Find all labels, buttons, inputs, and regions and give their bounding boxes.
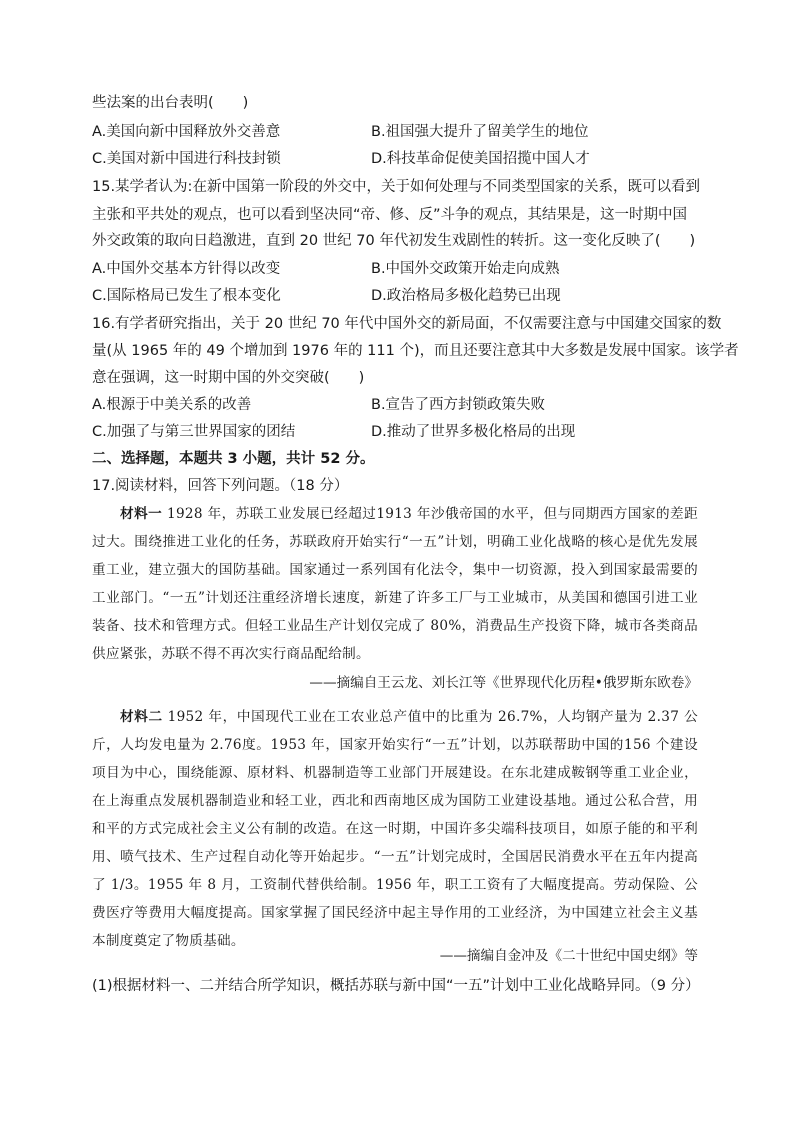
material-1-lead: 材料一 [120, 506, 163, 522]
q16-stem-line-1: 16.有学者研究指出，关于 20 世纪 70 年代中国外交的新局面，不仅需要注意与中国建交国家的数 [92, 316, 722, 332]
q14-option-c: C.美国对新中国进行科技封锁 [92, 151, 281, 167]
material-2-source: ——摘编自金冲及《二十世纪中国史纲》等 [439, 948, 698, 964]
q16-option-c: C.加强了与第三世界国家的团结 [92, 424, 296, 440]
q14-option-d: D.科技革命促使美国招揽中国人才 [371, 151, 590, 167]
q16-option-a: A.根源于中美关系的改善 [92, 397, 252, 413]
q15-option-d: D.政治格局多极化趋势已出现 [371, 288, 561, 304]
q15-option-b: B.中国外交政策开始走向成熟 [371, 261, 560, 277]
material-1-source: ——摘编自王云龙、刘长江等《世界现代化历程•俄罗斯东欧卷》 [309, 675, 698, 691]
q15-option-c: C.国际格局已发生了根本变化 [92, 288, 281, 304]
material-2-lead: 材料二 [120, 709, 163, 725]
q15-option-a: A.中国外交基本方针得以改变 [92, 261, 281, 277]
q15-stem-line-2: 主张和平共处的观点，也可以看到坚决同“帝、修、反”斗争的观点，其结果是，这一时期中国 [92, 207, 688, 223]
q14-stem-tail: 些法案的出台表明( ) [92, 95, 249, 111]
q17-intro: 17.阅读材料，回答下列问题。（18 分） [92, 478, 349, 494]
q16-option-d: D.推动了世界多极化格局的出现 [371, 424, 576, 440]
material-1-text: 1928 年，苏联工业发展已经超过1913 年沙俄帝国的水平，但与同期西方国家的差距过大。围绕推进工业化的任务，苏联政府开始实行“一五”计划，明确工业化战略的核心是优先发展重工业，建立强大的国防基础。国家通过一系列国有化法令，集中一切资源，投入到国家最需要的工业部门。“一五”计划还注重经济增长速度，新建了许多工厂与工业城市，从美国和德国引进工业装备、技术和管理方式。但轻工业品生产计划仅完成了 80%，消费品生产投资下降，城市各类商品供应紧张，苏联不得不再次实行商品配给制。 [92, 506, 698, 662]
material-1 [92, 500, 698, 668]
material-2 [92, 703, 698, 955]
q14-option-a: A.美国向新中国释放外交善意 [92, 124, 281, 140]
section-2-heading: 二、选择题，本题共 3 小题，共计 52 分。 [92, 451, 375, 467]
q17-subquestion-1: (1)根据材料一、二并结合所学知识，概括苏联与新中国“一五”计划中工业化战略异同。（9 分） [92, 978, 700, 994]
q16-stem-line-3: 意在强调，这一时期中国的外交突破( ) [92, 370, 365, 386]
q16-stem-line-2: 量(从 1965 年的 49 个增加到 1976 年的 111 个)，而且还要注意其中大多数是发展中国家。该学者 [92, 343, 739, 359]
material-2-text: 1952 年，中国现代工业在工农业总产值中的比重为 26.7%，人均钢产量为 2.37 公斤，人均发电量为 2.76度。1953 年，国家开始实行“一五”计划，以苏联帮助中国的156 个建设项目为中心，围绕能源、原材料、机器制造等工业部门开展建设。在东北建成鞍钢等重工业企业，在上海重点发展机器制造业和轻工业，西北和西南地区成为国防工业建设基地。通过公私合营，用和平的方式完成社会主义公有制的改造。在这一时期，中国许多尖端科技项目，如原子能的和平利用、喷气技术、生产过程自动化等开始起步。“一五”计划完成时，全国居民消费水平在五年内提高了 1/3。1955 年 8 月，工资制代替供给制。1956 年，职工工资有了大幅度提高。劳动保险、公费医疗等费用大幅度提高。国家掌握了国民经济中起主导作用的工业经济，为中国建立社会主义基本制度奠定了物质基础。 [92, 709, 698, 949]
q15-stem-line-3: 外交政策的取向日趋激进，直到 20 世纪 70 年代初发生戏剧性的转折。这一变化反映了( ) [92, 233, 696, 249]
q14-option-b: B.祖国强大提升了留美学生的地位 [371, 124, 589, 140]
q15-stem-line-1: 15.某学者认为:在新中国第一阶段的外交中，关于如何处理与不同类型国家的关系，既可以看到 [92, 179, 700, 195]
q16-option-b: B.宣告了西方封锁政策失败 [371, 397, 546, 413]
